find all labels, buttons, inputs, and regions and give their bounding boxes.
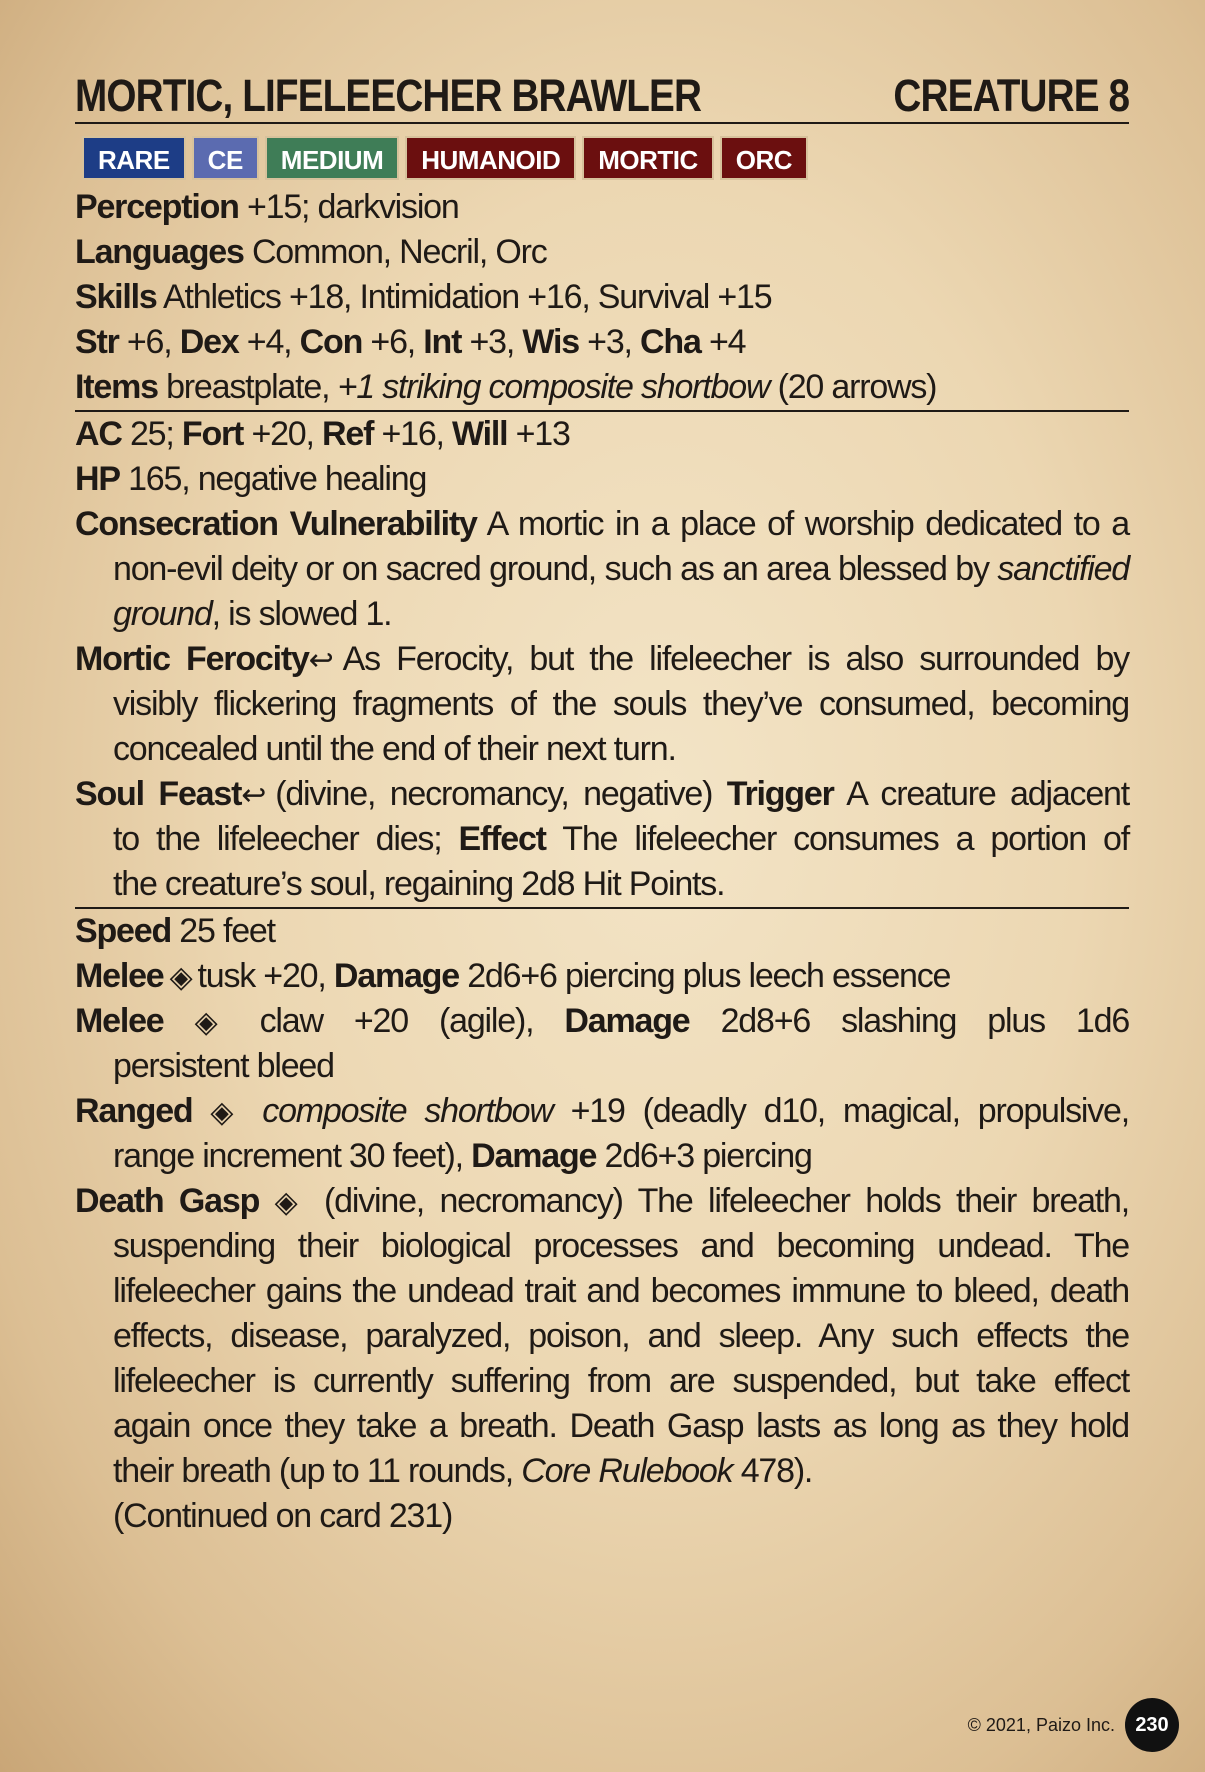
melee-tusk-line: Melee ◈ tusk +20, Damage 2d6+6 piercing plus leech essence <box>75 954 1129 999</box>
perception-line: Perception +15; darkvision <box>75 188 459 226</box>
trait-humanoid: HUMANOID <box>405 136 576 180</box>
single-action-icon: ◈ <box>194 1006 217 1039</box>
death-gasp-line-6: again once they take a breath. Death Gasp lasts as long as they hold <box>113 1407 1129 1445</box>
trait-rarity: RARE <box>82 136 186 180</box>
stat-block-body <box>75 185 1129 1539</box>
reaction-icon: ↩ <box>241 779 266 812</box>
melee-claw-line-1: Melee ◈ claw +20 (agile), Damage 2d8+6 slashing plus 1d6 <box>75 999 1129 1044</box>
creature-name: MORTIC, LIFELEECHER BRAWLER <box>75 70 702 121</box>
copyright: © 2021, Paizo Inc. <box>967 1714 1115 1735</box>
stat-block-header <box>75 70 1129 124</box>
soul-feast-line-1: Soul Feast↩ (divine, necromancy, negative) Trigger A creature adjacent <box>75 772 1129 817</box>
consecration-line-2: non-evil deity or on sacred ground, such as an area blessed by sanctified <box>113 550 1129 588</box>
trait-orc: ORC <box>720 136 808 180</box>
single-action-icon: ◈ <box>169 961 192 994</box>
death-gasp-line-1: Death Gasp ◈ (divine, necromancy) The lifeleecher holds their breath, <box>75 1179 1129 1224</box>
death-gasp-line-3: lifeleecher gains the undead trait and becomes immune to bleed, death <box>113 1272 1129 1310</box>
creature-level: CREATURE 8 <box>893 70 1129 121</box>
death-gasp-line-5: lifeleecher is currently suffering from are suspended, but take effect <box>113 1362 1129 1400</box>
consecration-line-1: Consecration Vulnerability A mortic in a place of worship dedicated to a <box>75 505 1129 543</box>
trait-list <box>82 136 808 180</box>
ferocity-line-2: visibly flickering fragments of the souls they’ve consumed, becoming <box>113 685 1129 723</box>
card-footer <box>968 1698 1179 1752</box>
ferocity-line-3: concealed until the end of their next turn. <box>113 730 676 768</box>
reaction-icon: ↩ <box>308 644 333 677</box>
ferocity-line-1: Mortic Ferocity↩ As Ferocity, but the lifeleecher is also surrounded by <box>75 637 1129 682</box>
consecration-line-3: ground, is slowed 1. <box>113 595 392 633</box>
death-gasp-line-4: effects, disease, paralyzed, poison, and sleep. Any such effects the <box>113 1317 1129 1355</box>
continued-note: (Continued on card 231) <box>113 1497 453 1535</box>
speed-line: Speed 25 feet <box>75 912 275 950</box>
hp-line: HP 165, negative healing <box>75 460 427 498</box>
card-number: 230 <box>1125 1698 1179 1752</box>
ability-scores-line: Str +6, Dex +4, Con +6, Int +3, Wis +3, Cha +4 <box>75 323 746 361</box>
ranged-line-2: range increment 30 feet), Damage 2d6+3 piercing <box>113 1137 812 1175</box>
skills-line: Skills Athletics +18, Intimidation +16, Survival +15 <box>75 278 772 316</box>
soul-feast-line-2: to the lifeleecher dies; Effect The lifeleecher consumes a portion of <box>113 820 1129 858</box>
death-gasp-line-2: suspending their biological processes and becoming undead. The <box>113 1227 1129 1265</box>
trait-alignment: CE <box>192 136 259 180</box>
trait-size: MEDIUM <box>265 136 399 180</box>
items-line: Items breastplate, +1 striking composite shortbow (20 arrows) <box>75 365 1129 412</box>
defenses-line: AC 25; Fort +20, Ref +16, Will +13 <box>75 415 570 453</box>
single-action-icon: ◈ <box>210 1096 233 1129</box>
melee-claw-line-2: persistent bleed <box>113 1047 334 1085</box>
trait-mortic: MORTIC <box>582 136 714 180</box>
soul-feast-line-3: the creature’s soul, regaining 2d8 Hit Points. <box>75 862 1129 909</box>
death-gasp-line-7: their breath (up to 11 rounds, Core Rulebook 478). <box>113 1452 813 1490</box>
ranged-line-1: Ranged ◈ composite shortbow +19 (deadly d10, magical, propulsive, <box>75 1089 1129 1134</box>
languages-line: Languages Common, Necril, Orc <box>75 233 547 271</box>
single-action-icon: ◈ <box>274 1186 297 1219</box>
